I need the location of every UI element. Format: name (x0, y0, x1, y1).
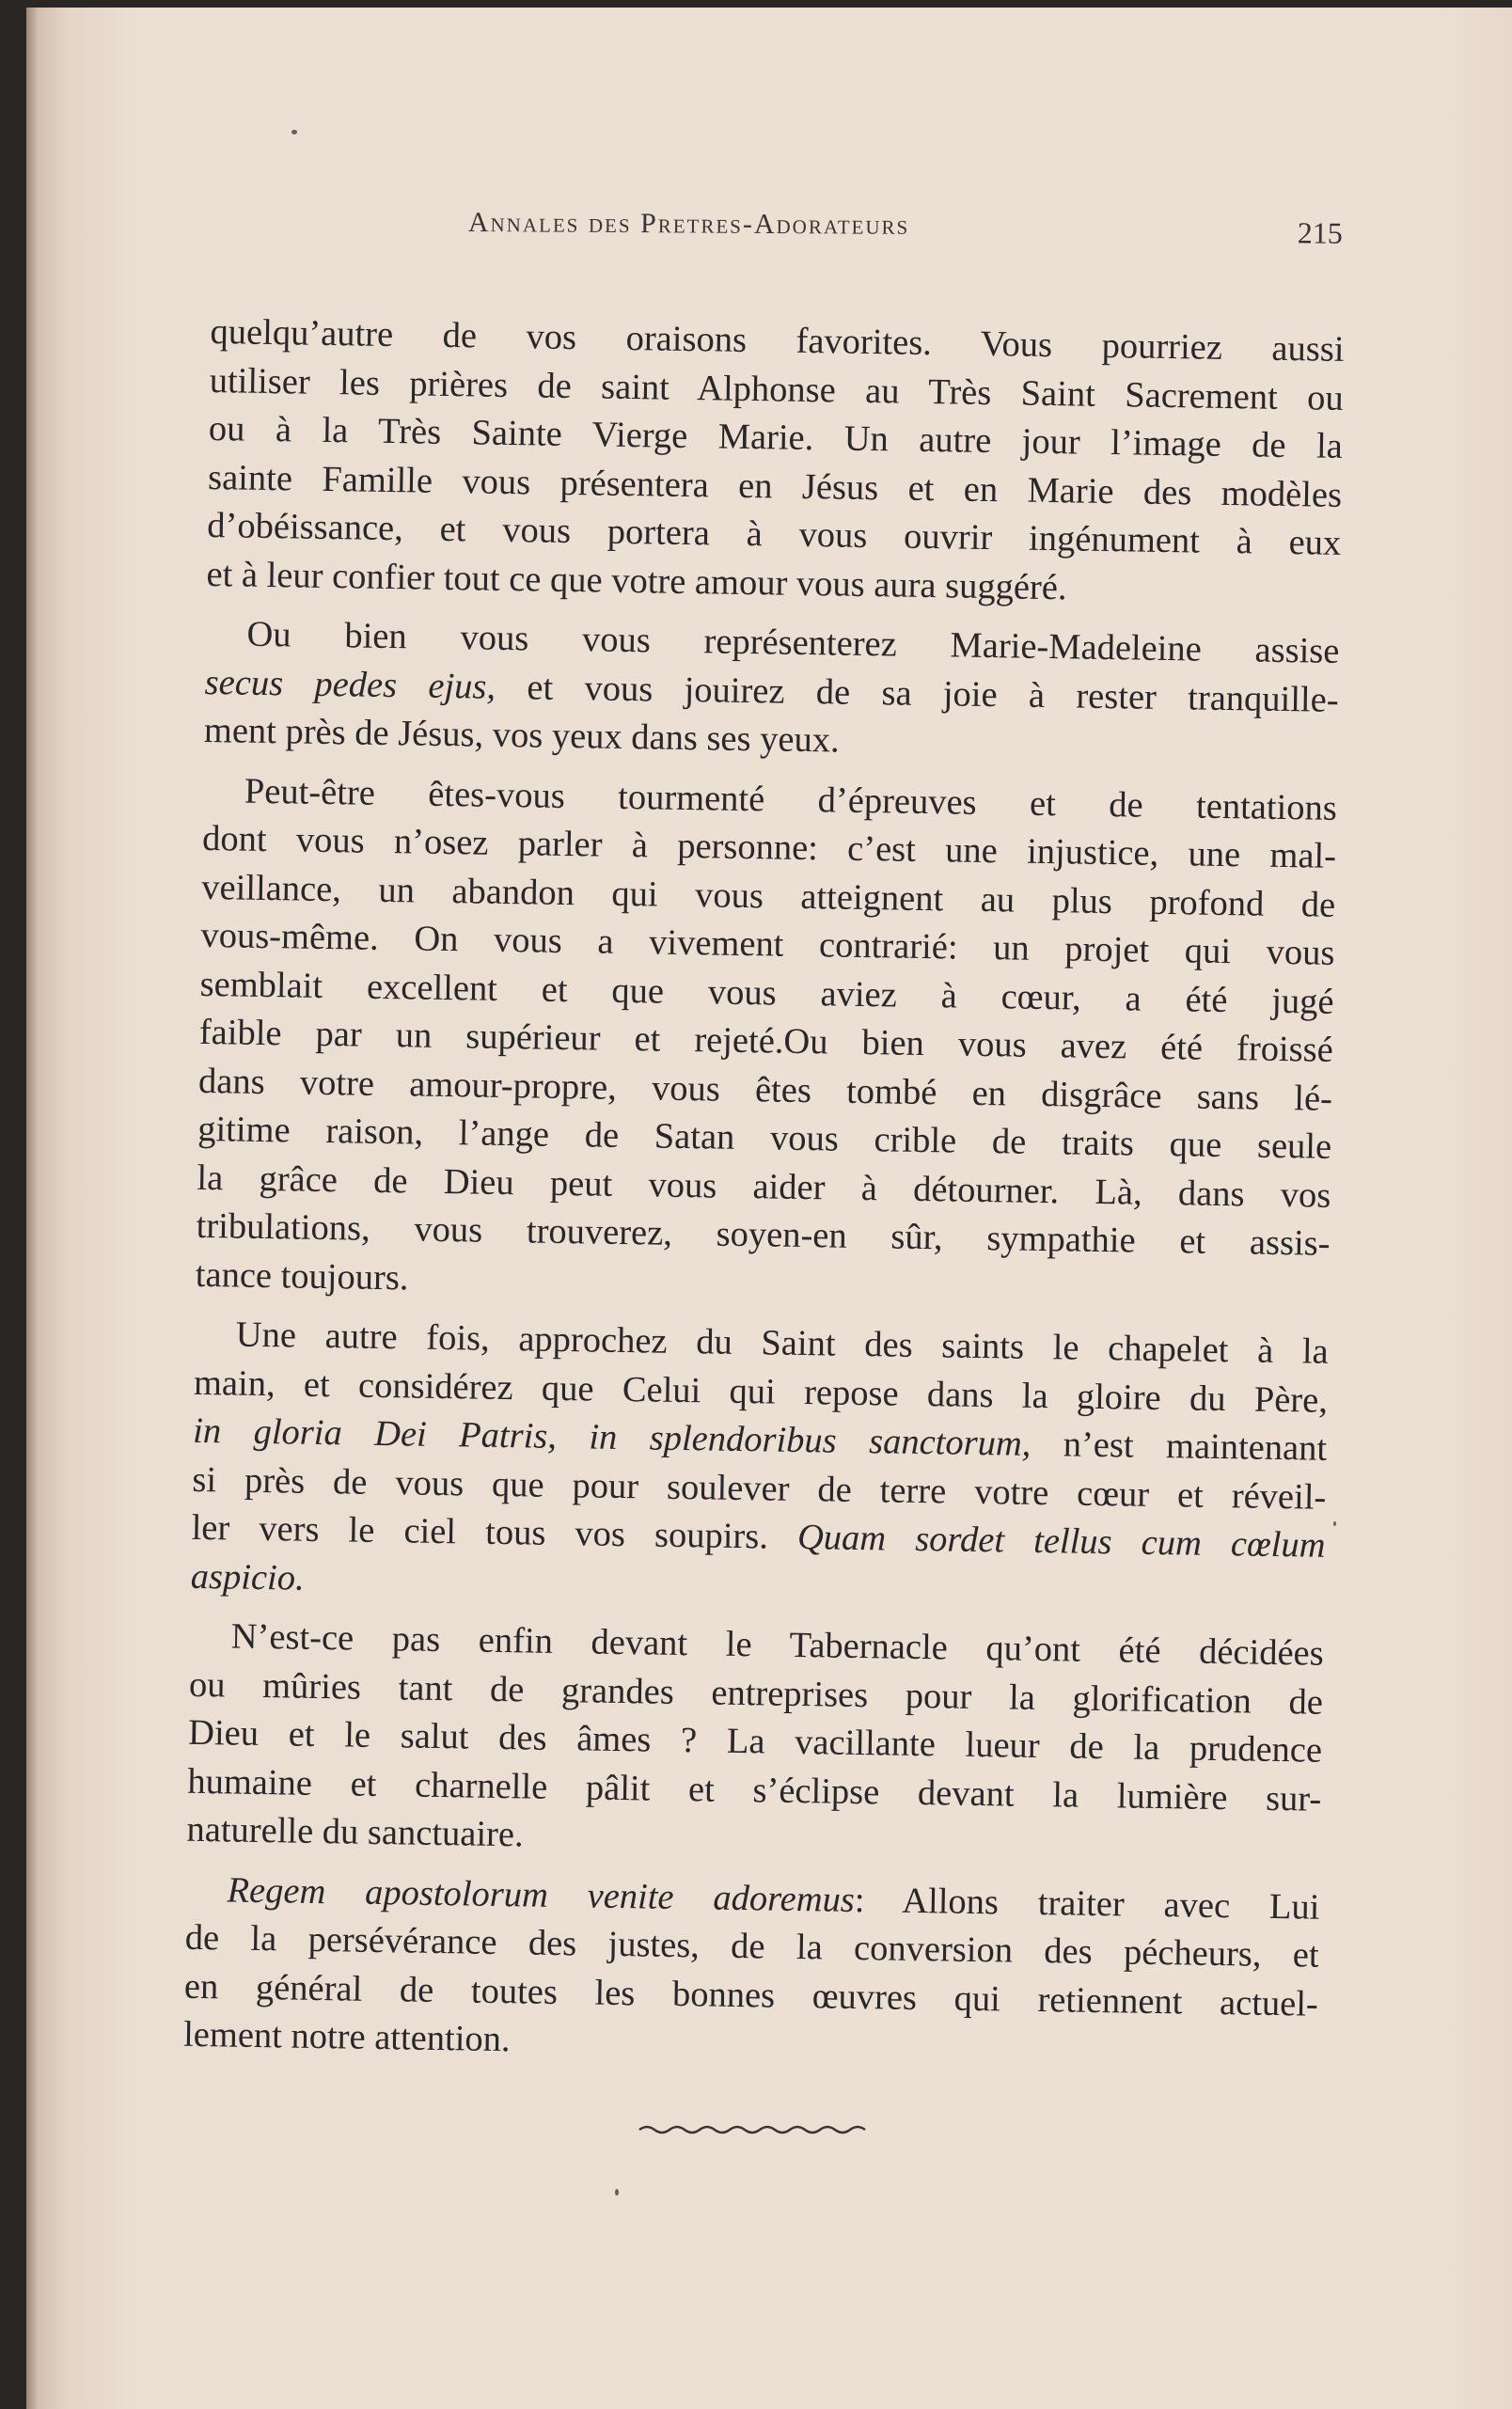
latin-phrase: in gloria Dei Patris, in splendoribus sanctorum, (192, 1410, 1032, 1464)
text-line: ment près de Jésus, vos yeux dans ses yeux. (203, 710, 840, 761)
print-speck (1333, 1521, 1336, 1526)
text-line: lement notre attention. (182, 2014, 511, 2060)
page-number: 215 (1297, 215, 1343, 250)
page-gutter-edge (26, 8, 39, 2409)
latin-phrase: Regem apostolorum venite adoremus (227, 1869, 856, 1920)
text-line: humaine et charnelle pâlit et s’éclipse devant la lumière sur- (187, 1761, 1322, 1819)
latin-phrase: Quam sordet tellus cum cœlum (796, 1517, 1326, 1566)
text-line: Peut-être êtes-vous tourmenté d’épreuves et de tentations (244, 771, 1338, 828)
text-run: : Allons traiter avec Lui (854, 1880, 1320, 1928)
text-line: semblait excellent et que vous aviez à cœur, a été jugé (199, 964, 1334, 1022)
text-line: Dieu et le salut des âmes ? La vacillante lueur de la prudence (187, 1712, 1323, 1771)
text-line: aspicio. (190, 1556, 305, 1598)
text-run: et vous jouirez de sa joie à rester tranquille- (495, 667, 1339, 720)
text-run: n’est maintenant (1031, 1424, 1328, 1469)
text-line: Ou bien vous vous représenterez Marie-Madeleine assise (246, 614, 1340, 671)
paragraph (183, 1866, 1320, 2077)
text-line: et à leur confier tout ce que votre amour vous aura suggéré. (206, 554, 1067, 607)
text-line: veillance, un abandon qui vous atteignent au plus profond de (201, 867, 1336, 925)
wavy-line-ornament (638, 2121, 873, 2138)
body-text (183, 308, 1345, 2088)
paragraph (186, 1613, 1324, 1872)
text-line: de la persévérance des justes, de la conversion des pécheurs, et (184, 1917, 1319, 1976)
text-line: sainte Famille vous présentera en Jésus et en Marie des modèles (207, 457, 1343, 515)
text-line: tribulations, vous trouverez, soyen-en sûr, sympathie et assis- (196, 1205, 1331, 1264)
text-line: naturelle du sanctuaire. (186, 1809, 524, 1855)
text-line: la grâce de Dieu peut vous aider à détourner. Là, dans vos (197, 1157, 1331, 1216)
text-line: en général de toutes les bonnes œuvres qui retiennent actuel- (183, 1966, 1319, 2024)
paragraph (206, 308, 1345, 617)
text-run: ler vers le ciel tous vos soupirs. (191, 1507, 798, 1557)
book-page (26, 8, 1512, 2409)
text-line: Une autre fois, approchez du Saint des saints le chapelet à la (235, 1315, 1330, 1372)
text-line: vous-même. On vous a vivement contrarié: un projet qui vous (200, 915, 1335, 973)
text-line: si près de vous que pour soulever de terre votre cœur et réveil- (192, 1459, 1327, 1518)
print-speck (291, 130, 297, 134)
text-line: N’est-ce pas enfin devant le Tabernacle qu’ont été décidées (230, 1616, 1325, 1674)
text-line: ou mûries tant de grandes entreprises pour la glorification de (188, 1664, 1324, 1723)
text-line: utiliser les prières de saint Alphonse au Très Saint Sacrement ou (209, 360, 1344, 418)
text-line: dont vous n’osez parler à personne: c’est une injustice, une mal- (201, 818, 1337, 876)
running-title: Annales des Pretres-Adorateurs (467, 207, 910, 241)
text-line: ou à la Très Sainte Vierge Marie. Un autre jour l’image de la (208, 408, 1344, 466)
text-line: tance toujours. (195, 1254, 409, 1298)
latin-phrase: secus pedes ejus, (204, 662, 496, 707)
text-line: main, et considérez que Celui qui repose dans la gloire du Père, (193, 1362, 1329, 1421)
paragraph (204, 610, 1340, 773)
print-speck (615, 2189, 619, 2196)
text-line: d’obéissance, et vous portera à vous ouvrir ingénument à eux (207, 505, 1342, 563)
page-header (468, 207, 1343, 254)
text-line: faible par un supérieur et rejeté.Ou bien vous avez été froissé (198, 1012, 1334, 1070)
paragraph (195, 766, 1337, 1316)
text-line: quelqu’autre de vos oraisons favorites. Vous pourriez aussi (210, 311, 1345, 370)
text-line: dans votre amour-propre, vous êtes tombé en disgrâce sans lé- (197, 1061, 1333, 1119)
paragraph (190, 1311, 1329, 1619)
text-line: gitime raison, l’ange de Satan vous crible de traits que seule (197, 1109, 1332, 1167)
